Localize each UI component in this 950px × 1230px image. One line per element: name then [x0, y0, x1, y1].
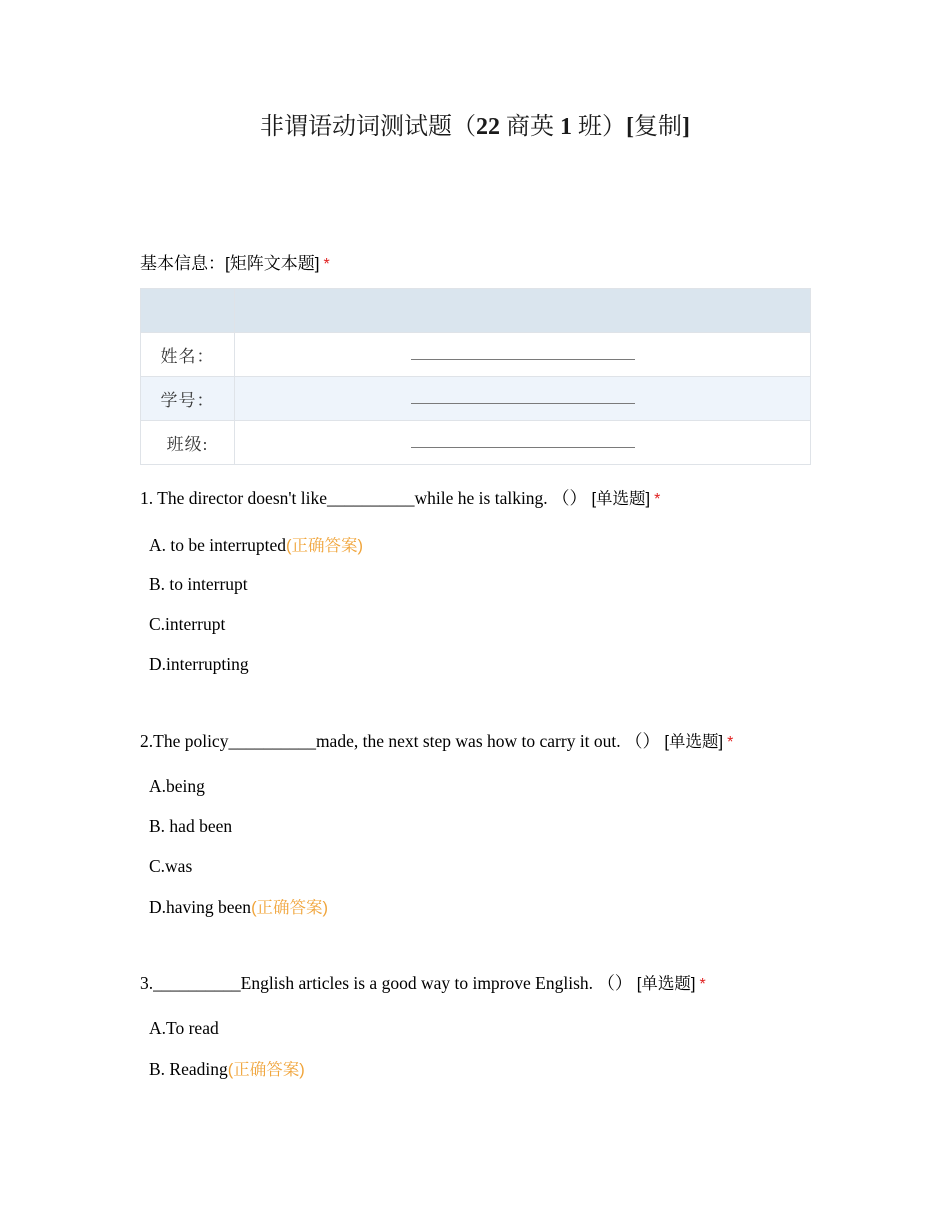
option-text: D.having been	[149, 897, 252, 917]
name-field[interactable]	[235, 333, 811, 377]
basic-info-matrix-table	[140, 288, 811, 465]
page-title	[0, 110, 950, 144]
option-1d[interactable]	[149, 651, 249, 677]
option-2b[interactable]	[149, 813, 232, 839]
table-row	[141, 333, 811, 377]
option-3a[interactable]	[149, 1015, 219, 1041]
table-header-cell	[235, 289, 811, 333]
option-text: C.interrupt	[149, 614, 226, 634]
correct-answer-label: (正确答案)	[227, 1061, 305, 1079]
option-text: A. to be interrupted	[149, 535, 287, 555]
required-asterisk: *	[323, 256, 330, 273]
required-asterisk: *	[654, 491, 661, 508]
option-2c[interactable]	[149, 853, 192, 879]
question-type-tag: [单选题]	[591, 490, 651, 508]
question-2	[140, 728, 733, 756]
option-1b[interactable]	[149, 571, 248, 597]
title-class-number: 1	[560, 114, 572, 140]
question-text: 2.The policy__________made, the next step was how to carry it out. （）	[140, 731, 661, 751]
required-asterisk: *	[699, 976, 706, 993]
question-type-tag: [单选题]	[636, 975, 696, 993]
table-header-row	[141, 289, 811, 333]
option-text: D.interrupting	[149, 654, 249, 674]
class-label: 班级:	[141, 421, 235, 465]
option-text: C.was	[149, 856, 193, 876]
student-id-field[interactable]	[235, 377, 811, 421]
correct-answer-label: (正确答案)	[286, 537, 364, 555]
blank-underline	[411, 446, 635, 448]
question-text: 3.__________English articles is a good way to improve English. （）	[140, 973, 633, 993]
question-text: 1. The director doesn't like__________while he is talking. （）	[140, 488, 588, 508]
question-1	[140, 485, 660, 513]
table-header-cell	[141, 289, 235, 333]
title-text: 非谓语动词测试题（	[260, 114, 476, 140]
title-text: 班）	[572, 114, 626, 140]
name-label: 姓名：	[141, 333, 235, 377]
option-1c[interactable]	[149, 611, 225, 637]
required-asterisk: *	[727, 734, 734, 751]
correct-answer-label: (正确答案)	[251, 899, 329, 917]
table-row	[141, 421, 811, 465]
student-id-label: 学号：	[141, 377, 235, 421]
blank-underline	[411, 402, 635, 404]
table-row	[141, 377, 811, 421]
blank-underline	[411, 358, 635, 360]
option-1a[interactable]	[149, 532, 363, 559]
title-bracket: [	[626, 114, 634, 140]
option-2a[interactable]	[149, 773, 205, 799]
title-class-year: 22	[476, 114, 500, 140]
basic-info-heading-text: 基本信息：[矩阵文本题]	[140, 254, 320, 273]
title-copy-tag: 复制	[634, 114, 682, 140]
option-text: A.being	[149, 776, 205, 796]
option-text: A.To read	[149, 1018, 219, 1038]
option-text: B. Reading	[149, 1059, 228, 1079]
basic-info-heading	[140, 251, 330, 278]
title-bracket: ]	[682, 114, 690, 140]
option-2d[interactable]	[149, 894, 328, 921]
option-text: B. to interrupt	[149, 574, 248, 594]
class-field[interactable]	[235, 421, 811, 465]
option-text: B. had been	[149, 816, 233, 836]
option-3b[interactable]	[149, 1056, 305, 1083]
question-3	[140, 970, 706, 998]
title-text: 商英	[500, 114, 560, 140]
question-type-tag: [单选题]	[664, 733, 724, 751]
